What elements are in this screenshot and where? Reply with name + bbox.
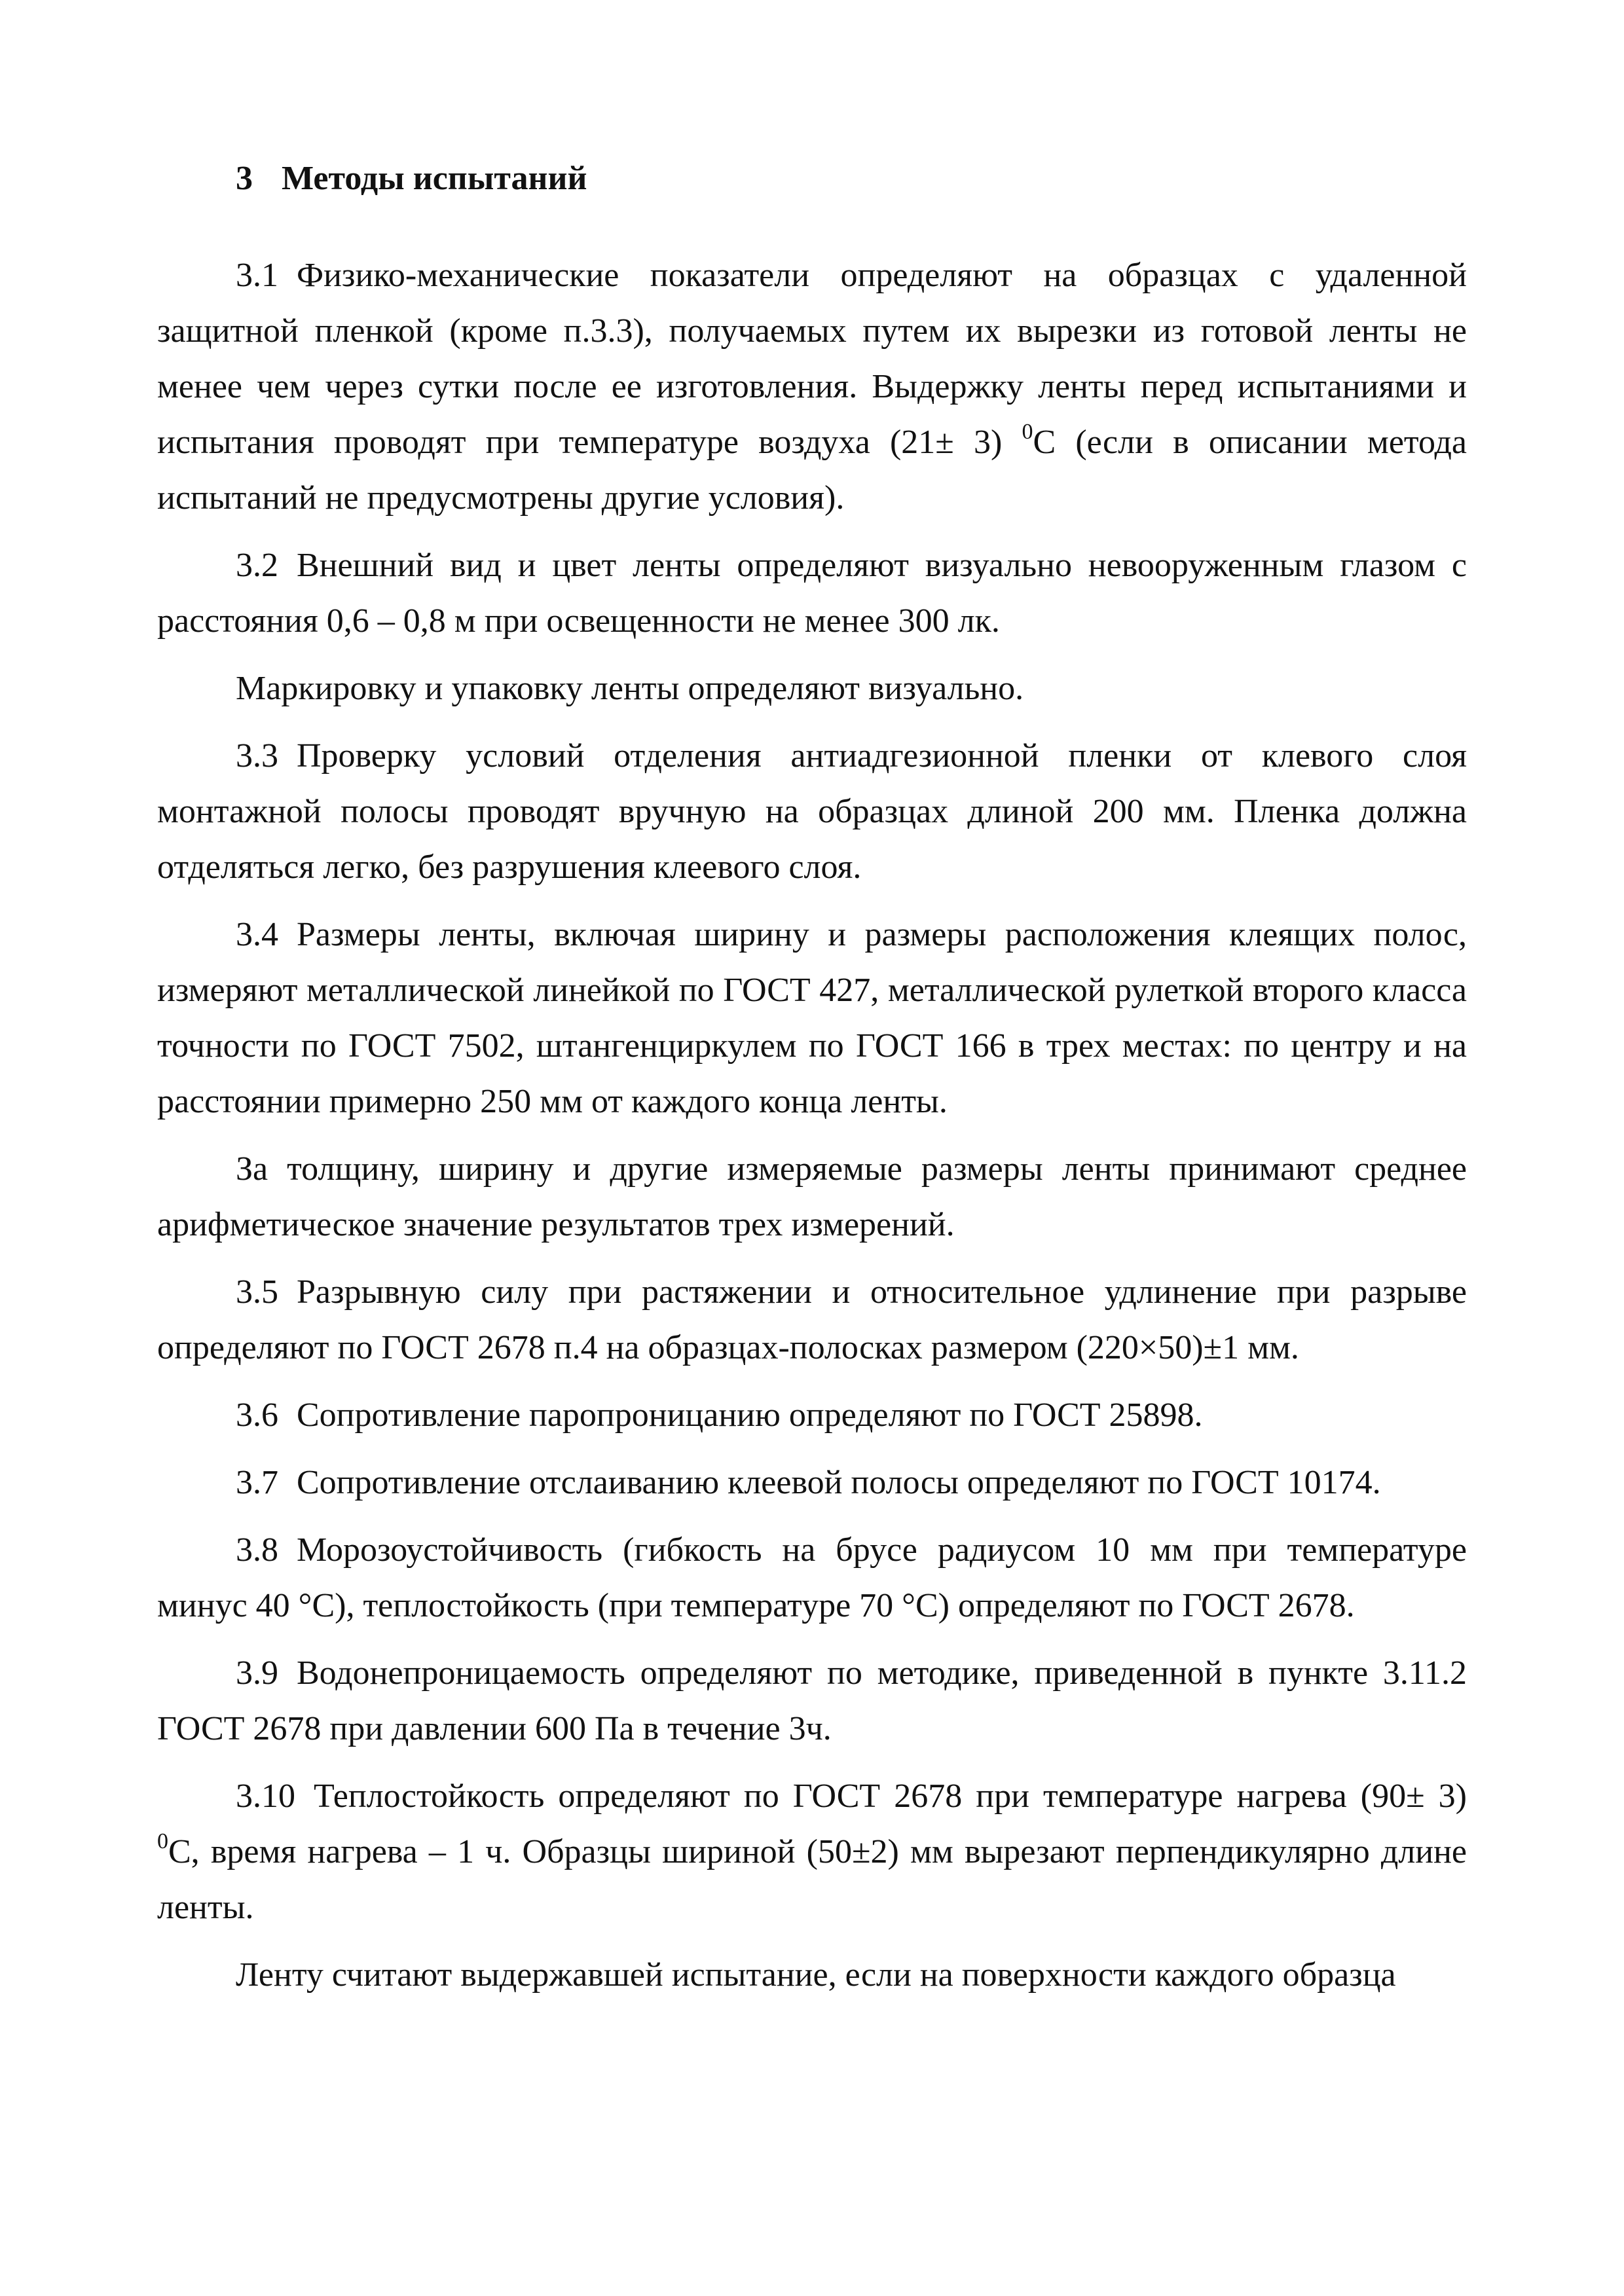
paragraph-3-8 xyxy=(157,1522,1467,1633)
paragraph-text: Внешний вид и цвет ленты определяют визуально невооруженным глазом с расстояния 0,6 – 0,8 м при освещенности не менее 300 лк. xyxy=(157,547,1467,640)
paragraph-number: 3.2 xyxy=(236,547,278,584)
paragraph-3-6 xyxy=(157,1387,1467,1443)
section-number: 3 xyxy=(236,160,253,197)
paragraph-text: Маркировку и упаковку ленты определяют визуально. xyxy=(236,670,1024,707)
degree-superscript: 0 xyxy=(1022,420,1033,444)
paragraph-text: С (если в описании метода испытаний не предусмотрены другие условия). xyxy=(157,424,1467,517)
paragraph-text: Размеры ленты, включая ширину и размеры расположения клеящих полос, измеряют металлической линейкой по ГОСТ 427, металлической рулеткой второго класса точности по ГОСТ 7502, штангенциркулем по ГОСТ 166 в трех местах: по центру и на расстоянии примерно 250 мм от каждого конца ленты. xyxy=(157,916,1467,1120)
paragraph-number: 3.1 xyxy=(236,257,278,294)
paragraph-number: 3.8 xyxy=(236,1531,278,1569)
paragraph-3-7 xyxy=(157,1455,1467,1510)
paragraph-number: 3.7 xyxy=(236,1464,278,1501)
paragraph-text: Ленту считают выдержавшей испытание, если на поверхности каждого образца xyxy=(236,1956,1396,1994)
paragraph-result xyxy=(157,1947,1467,2003)
paragraph-number: 3.4 xyxy=(236,916,278,953)
paragraph-number: 3.6 xyxy=(236,1396,278,1434)
document-body xyxy=(157,247,1467,2014)
paragraph-text: Физико-механические показатели определяют на образцах с удаленной защитной пленкой (кроме п.3.3), получаемых путем их вырезки из готовой ленты не менее чем через сутки после ее изготовления. Выдержку ленты перед испытаниями и испытания проводят при температуре воздуха (21± 3) xyxy=(157,257,1467,461)
paragraph-3-5 xyxy=(157,1264,1467,1376)
paragraph-text: Сопротивление паропроницанию определяют по ГОСТ 25898. xyxy=(297,1396,1203,1434)
paragraph-3-1 xyxy=(157,247,1467,526)
paragraph-text: За толщину, ширину и другие измеряемые размеры ленты принимают среднее арифметическое значение результатов трех измерений. xyxy=(157,1150,1467,1243)
paragraph-3-4 xyxy=(157,907,1467,1129)
paragraph-text: Сопротивление отслаиванию клеевой полосы определяют по ГОСТ 10174. xyxy=(297,1464,1381,1501)
section-title: Методы испытаний xyxy=(282,160,587,197)
paragraph-text: Водонепроницаемость определяют по методике, приведенной в пункте 3.11.2 ГОСТ 2678 при давлении 600 Па в течение 3ч. xyxy=(157,1654,1467,1747)
section-heading xyxy=(236,156,587,202)
paragraph-marking xyxy=(157,661,1467,716)
paragraph-number: 3.3 xyxy=(236,737,278,774)
paragraph-text: Морозоустойчивость (гибкость на брусе радиусом 10 мм при температуре минус 40 °С), теплостойкость (при температуре 70 °С) определяют по ГОСТ 2678. xyxy=(157,1531,1467,1624)
paragraph-number: 3.5 xyxy=(236,1273,278,1311)
paragraph-number: 3.9 xyxy=(236,1654,278,1692)
degree-superscript: 0 xyxy=(157,1829,168,1853)
paragraph-text: Теплостойкость определяют по ГОСТ 2678 при температуре нагрева (90± 3) xyxy=(314,1777,1467,1815)
paragraph-3-10 xyxy=(157,1768,1467,1935)
paragraph-average xyxy=(157,1141,1467,1252)
paragraph-number: 3.10 xyxy=(236,1777,295,1815)
paragraph-3-9 xyxy=(157,1645,1467,1757)
paragraph-text: Разрывную силу при растяжении и относительное удлинение при разрыве определяют по ГОСТ 2678 п.4 на образцах-полосках размером (220×50)±1 мм. xyxy=(157,1273,1467,1366)
paragraph-text: Проверку условий отделения антиадгезионной пленки от клевого слоя монтажной полосы проводят вручную на образцах длиной 200 мм. Пленка должна отделяться легко, без разрушения клеевого слоя. xyxy=(157,737,1467,886)
paragraph-3-2 xyxy=(157,538,1467,649)
paragraph-3-3 xyxy=(157,728,1467,895)
paragraph-text: С, время нагрева – 1 ч. Образцы шириной (50±2) мм вырезают перпендикулярно длине ленты. xyxy=(157,1833,1467,1926)
